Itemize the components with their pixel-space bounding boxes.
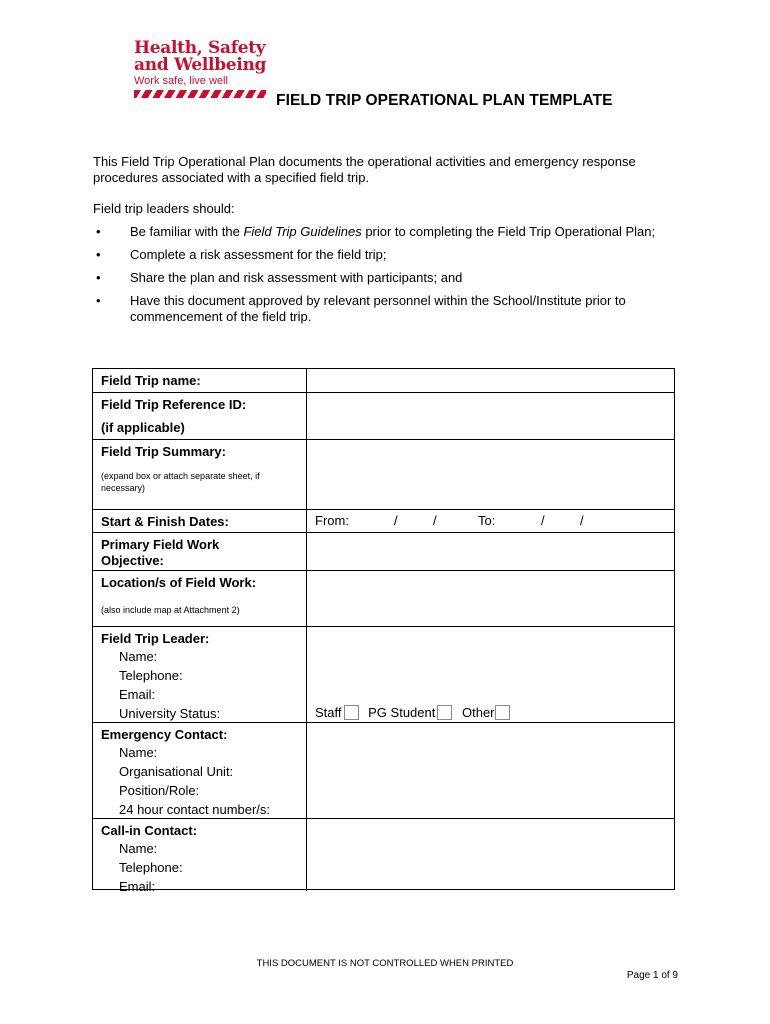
- callin-contact-heading: Call-in Contact:: [101, 823, 198, 838]
- label-cell: [93, 533, 307, 570]
- location-label: Location/s of Field Work:: [101, 575, 257, 590]
- date-separator: /: [433, 513, 437, 528]
- logo-stripes: [134, 90, 266, 98]
- hsw-logo: [134, 40, 274, 98]
- logo-line-2: and Wellbeing: [134, 55, 267, 75]
- label-cell: [93, 393, 307, 439]
- row-summary: [93, 439, 674, 509]
- list-item-text: Be familiar with the: [130, 224, 244, 239]
- trip-name-field[interactable]: [307, 369, 674, 392]
- label-cell: [93, 723, 307, 818]
- logo-tagline: Work safe, live well: [134, 75, 228, 87]
- emergency-name-label: Name:: [119, 745, 158, 760]
- pg-student-checkbox[interactable]: [437, 705, 452, 720]
- row-trip-name: [93, 369, 674, 392]
- list-item-text: Have this document approved by relevant personnel within the School/Institute prior to commencement of the field trip.: [130, 293, 626, 324]
- label-cell: [93, 571, 307, 626]
- label-cell: [93, 369, 307, 392]
- dates-label: Start & Finish Dates:: [101, 514, 229, 529]
- reference-id-field[interactable]: [307, 393, 674, 439]
- other-option-label: Other: [461, 705, 495, 720]
- date-separator: /: [541, 513, 545, 528]
- logo-line-1: Health, Safety: [134, 38, 266, 58]
- trip-leader-heading: Field Trip Leader:: [101, 631, 210, 646]
- field-trip-form: [92, 368, 675, 894]
- list-item-text: prior to completing the Field Trip Operational Plan;: [361, 224, 656, 239]
- leader-telephone-label: Telephone:: [119, 668, 183, 683]
- to-label: To:: [478, 513, 496, 528]
- page-number: Page 1 of 9: [626, 970, 678, 981]
- callin-email-label: Email:: [119, 879, 156, 894]
- objective-field[interactable]: [307, 533, 674, 570]
- callin-contact-field[interactable]: [307, 819, 674, 891]
- trip-name-label: Field Trip name:: [101, 373, 201, 388]
- reference-id-note: (if applicable): [101, 420, 185, 435]
- leader-name-label: Name:: [119, 649, 158, 664]
- list-item: [93, 270, 678, 286]
- emergency-unit-label: Organisational Unit:: [119, 764, 234, 779]
- dates-field[interactable]: [307, 510, 674, 532]
- emergency-contact-field[interactable]: [307, 723, 674, 818]
- label-cell: [93, 627, 307, 722]
- emergency-phone24-label: 24 hour contact number/s:: [119, 802, 271, 817]
- guidelines-reference: Field Trip Guidelines: [243, 224, 362, 239]
- bullet-icon: •: [96, 270, 101, 285]
- summary-note: (expand box or attach separate sheet, if necessary): [101, 471, 260, 493]
- bullet-icon: •: [96, 224, 101, 239]
- label-cell: [93, 819, 307, 894]
- leader-duties-list: [93, 224, 678, 332]
- trip-leader-field[interactable]: [307, 627, 674, 722]
- date-separator: /: [580, 513, 584, 528]
- callin-name-label: Name:: [119, 841, 158, 856]
- location-field[interactable]: [307, 571, 674, 626]
- label-cell: [93, 440, 307, 509]
- leader-status-label: University Status:: [119, 706, 221, 721]
- row-emergency-contact: [93, 722, 674, 818]
- row-reference-id: [93, 392, 674, 439]
- date-separator: /: [394, 513, 398, 528]
- list-item-text: Complete a risk assessment for the field trip;: [130, 247, 387, 262]
- label-cell: [93, 510, 307, 532]
- row-location: [93, 570, 674, 626]
- callin-telephone-label: Telephone:: [119, 860, 183, 875]
- bullet-icon: •: [96, 293, 101, 308]
- status-options: [315, 705, 510, 720]
- staff-option-label: Staff: [315, 705, 342, 720]
- document-title: FIELD TRIP OPERATIONAL PLAN TEMPLATE: [276, 92, 613, 109]
- reference-id-label: Field Trip Reference ID:: [101, 397, 247, 412]
- pg-student-option-label: PG Student: [368, 705, 436, 720]
- from-label: From:: [315, 513, 349, 528]
- list-item-text: Share the plan and risk assessment with participants; and: [130, 270, 463, 285]
- summary-label: Field Trip Summary:: [101, 444, 226, 459]
- row-trip-leader: [93, 626, 674, 722]
- bullet-icon: •: [96, 247, 101, 262]
- list-item: [93, 224, 678, 240]
- other-checkbox[interactable]: [495, 705, 510, 720]
- emergency-role-label: Position/Role:: [119, 783, 200, 798]
- list-item: [93, 247, 678, 263]
- emergency-contact-heading: Emergency Contact:: [101, 727, 228, 742]
- row-dates: [93, 509, 674, 532]
- summary-field[interactable]: [307, 440, 674, 509]
- staff-checkbox[interactable]: [344, 705, 359, 720]
- location-note: (also include map at Attachment 2): [101, 605, 240, 615]
- objective-label: Primary Field Work Objective:: [101, 537, 220, 568]
- leader-email-label: Email:: [119, 687, 156, 702]
- uncontrolled-notice: THIS DOCUMENT IS NOT CONTROLLED WHEN PRINTED: [256, 958, 514, 969]
- row-callin-contact: [93, 818, 674, 894]
- intro-paragraph: This Field Trip Operational Plan documents the operational activities and emergency response procedures associated with a specified field trip.: [93, 154, 636, 185]
- list-item: [93, 293, 678, 325]
- row-objective: [93, 532, 674, 570]
- leaders-label: Field trip leaders should:: [93, 201, 235, 216]
